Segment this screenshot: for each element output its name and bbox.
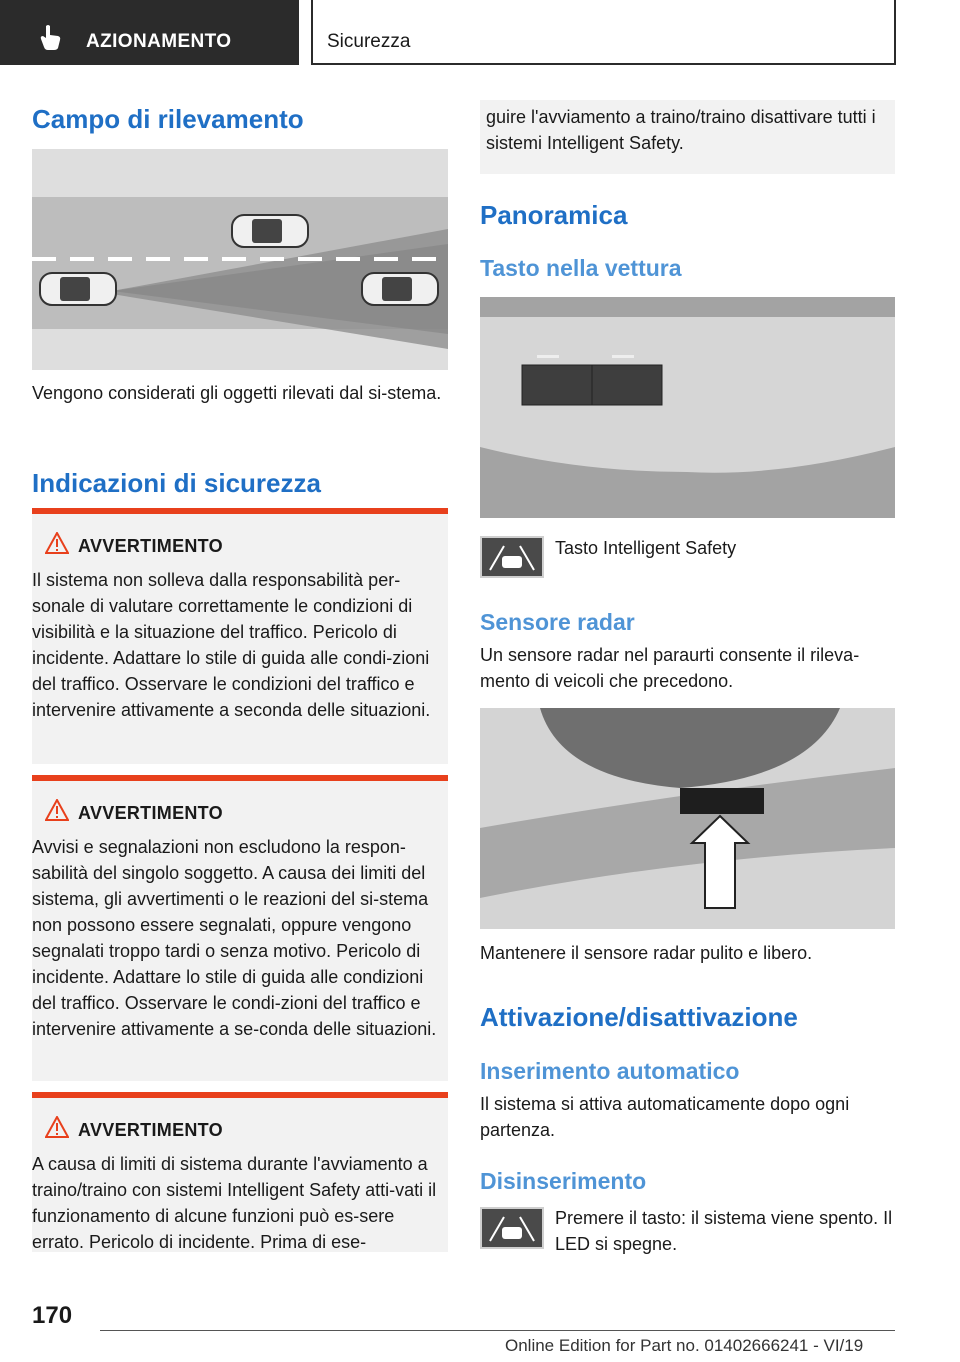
warning-triangle-icon — [45, 799, 69, 821]
warning-box-2 — [32, 775, 448, 1081]
button-panel-illustration — [480, 297, 895, 518]
bumper-illustration — [480, 708, 895, 929]
warning-continuation-box — [480, 100, 895, 174]
hand-pointer-icon — [40, 24, 62, 50]
intelligent-safety-button-icon — [480, 536, 544, 578]
edition-text: Online Edition for Part no. 01402666241 - VI/19 — [505, 1336, 864, 1355]
heading-attivazione: Attivazione/disattivazione — [480, 1002, 798, 1032]
warning-continuation-text: guire l'avviamento a traino/traino disattivare tutti i sistemi Intelligent Safety. — [486, 107, 876, 153]
car-left — [40, 273, 116, 305]
tasto-label: Tasto Intelligent Safety — [555, 538, 737, 558]
sensore-text: Un sensore radar nel paraurti consente il rileva-mento di veicoli che precedono. — [480, 645, 860, 691]
heading-inserimento: Inserimento automatico — [480, 1058, 740, 1084]
sensore-caption: Mantenere il sensore radar pulito e libero. — [480, 943, 813, 963]
radar-sensor-photo — [480, 708, 895, 929]
warning-title: AVVERTIMENTO — [78, 803, 223, 823]
intelligent-safety-button-icon — [480, 1207, 544, 1249]
chapter-tab — [0, 0, 299, 65]
campo-caption: Vengono considerati gli oggetti rilevati dal si-stema. — [32, 383, 442, 403]
heading-campo: Campo di rilevamento — [32, 104, 304, 134]
warning-text: Il sistema non solleva dalla responsabilità per-sonale di valutare correttamente le condizioni di visibilità e la situazione del traffico. Pericolo di incidente. Adattare lo stile di guida alle condi-zioni del traffico. Osservare le condizioni del traffico e intervenire attivamente a seconda delle situazioni. — [32, 570, 431, 720]
chapter-title: AZIONAMENTO — [86, 31, 232, 52]
disinserimento-text: Premere il tasto: il sistema viene spento. Il LED si spegne. — [555, 1208, 893, 1254]
car-right — [362, 273, 438, 305]
page-number: 170 — [32, 1302, 73, 1329]
detection-range-illustration — [32, 149, 448, 370]
warning-triangle-icon — [45, 532, 69, 554]
warning-box-1 — [32, 508, 448, 764]
heading-disinserimento: Disinserimento — [480, 1168, 647, 1194]
heading-indicazioni: Indicazioni di sicurezza — [32, 468, 321, 498]
footer-divider — [100, 1330, 895, 1331]
inserimento-text: Il sistema si attiva automaticamente dopo ogni partenza. — [480, 1094, 850, 1140]
road-diagram — [32, 149, 448, 370]
warning-text: A causa di limiti di sistema durante l'avviamento a traino/traino con sistemi Intelligent Safety atti-vati il funzionamento di alcune funzioni può es-sere errato. Pericolo di incidente. Prima di ese- — [32, 1154, 437, 1252]
heading-sensore: Sensore radar — [480, 609, 635, 635]
section-header — [311, 0, 896, 65]
warning-box-3 — [32, 1092, 448, 1252]
car-top — [232, 215, 308, 247]
warning-title: AVVERTIMENTO — [78, 536, 223, 556]
heading-panoramica: Panoramica — [480, 200, 628, 230]
button-photo — [480, 297, 895, 518]
section-title: Sicurezza — [327, 31, 411, 52]
warning-triangle-icon — [45, 1116, 69, 1138]
warning-title: AVVERTIMENTO — [78, 1120, 223, 1140]
warning-text: Avvisi e segnalazioni non escludono la respon-sabilità del singolo soggetto. A causa dei limiti del sistema, gli avvertimenti o le reazioni del si-stema non possono essere segnalati, oppure vengono segnalati troppo tardi o senza motivo. Pericolo di incidente. Adattare lo stile di guida alle condizioni del traffico. Osservare le condi-zioni del traffico e intervenire attivamente a se-conda delle situazioni. — [32, 837, 437, 1039]
heading-tasto: Tasto nella vettura — [480, 255, 682, 281]
